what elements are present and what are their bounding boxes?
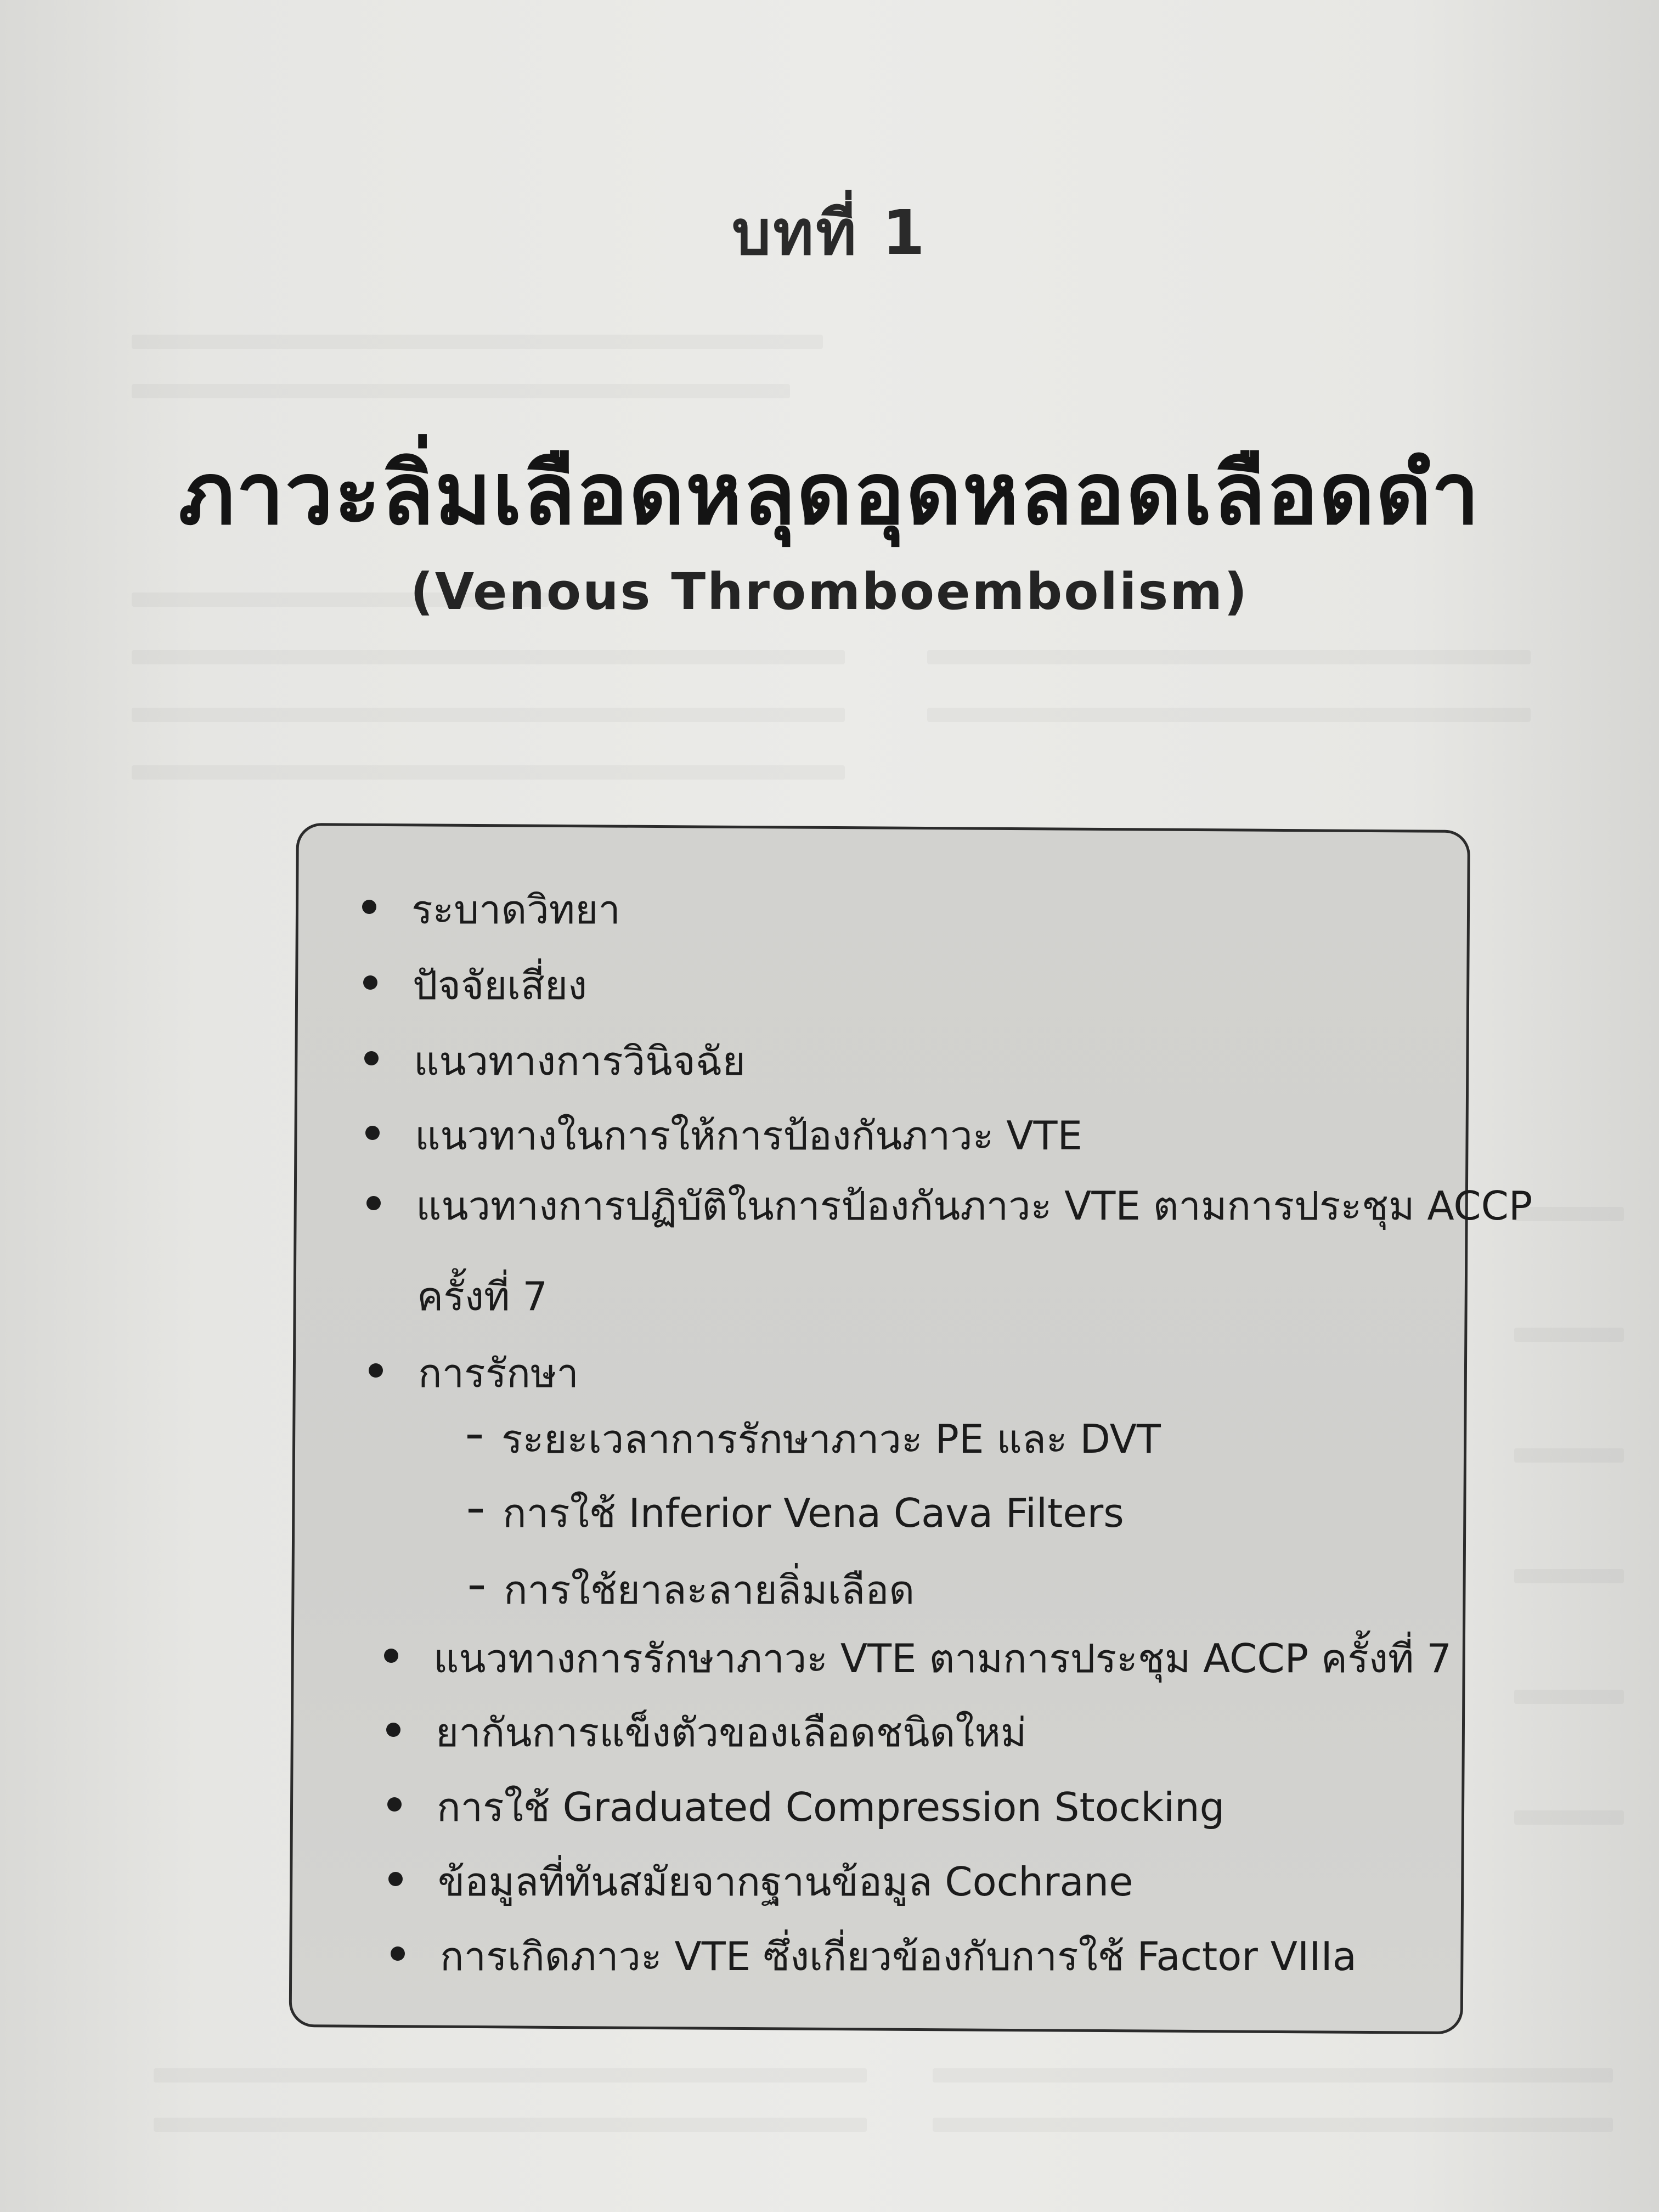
- bullet-icon: [391, 1946, 405, 1961]
- topic-label: การรักษา: [418, 1350, 579, 1396]
- show-through-line: [1514, 1328, 1624, 1342]
- show-through-line: [1514, 1569, 1624, 1583]
- bullet-icon: [365, 1126, 380, 1140]
- topic-label: แนวทางในการให้การป้องกันภาวะ VTE: [415, 1113, 1083, 1159]
- dash-icon: [470, 1585, 484, 1589]
- chapter-label: บทที่ 1: [732, 198, 927, 269]
- bullet-icon: [363, 975, 377, 990]
- bullet-icon: [364, 1051, 379, 1065]
- show-through-line: [132, 384, 790, 398]
- dash-icon: [469, 1509, 483, 1513]
- bullet-icon: [384, 1649, 398, 1663]
- show-through-line: [933, 2118, 1613, 2132]
- show-through-line: [132, 765, 845, 780]
- page-subtitle: (Venous Thromboembolism): [410, 562, 1249, 621]
- show-through-line: [927, 708, 1531, 722]
- bullet-icon: [388, 1872, 403, 1886]
- bullet-icon: [362, 900, 376, 914]
- topic-label: แนวทางการวินิจฉัย: [414, 1038, 746, 1084]
- topic-label: การใช้ Graduated Compression Stocking: [437, 1784, 1225, 1830]
- subtopic-label: ระยะเวลาการรักษาภาวะ PE และ DVT: [501, 1416, 1161, 1462]
- subtopic-label: การใช้ Inferior Vena Cava Filters: [503, 1490, 1124, 1536]
- bullet-icon: [386, 1723, 400, 1737]
- topic-label-continued: ครั้งที่ 7: [417, 1273, 548, 1319]
- show-through-line: [933, 2068, 1613, 2083]
- show-through-line: [1514, 1448, 1624, 1463]
- topic-label: แนวทางการรักษาภาวะ VTE ตามการประชุม ACCP ครั้งที่ 7: [433, 1635, 1452, 1681]
- show-through-line: [1514, 1810, 1624, 1825]
- show-through-line: [132, 650, 845, 664]
- topic-label: ปัจจัยเสี่ยง: [413, 962, 588, 1008]
- show-through-line: [132, 708, 845, 722]
- show-through-line: [154, 2118, 867, 2132]
- bullet-icon: [369, 1363, 383, 1378]
- subtopic-label: การใช้ยาละลายลิ่มเลือด: [504, 1567, 915, 1613]
- show-through-line: [154, 2068, 867, 2083]
- page-title: ภาวะลิ่มเลือดหลุดอุดหลอดเลือดดำ: [178, 444, 1481, 544]
- bullet-icon: [366, 1196, 381, 1210]
- show-through-line: [132, 335, 823, 349]
- topic-label: ระบาดวิทยา: [411, 887, 620, 933]
- show-through-line: [1514, 1690, 1624, 1704]
- topic-label: ข้อมูลที่ทันสมัยจากฐานข้อมูล Cochrane: [438, 1859, 1133, 1905]
- topic-label: แนวทางการปฏิบัติในการป้องกันภาวะ VTE ตามการประชุม ACCP: [416, 1183, 1533, 1229]
- topic-label: ยากันการแข็งตัวของเลือดชนิดใหม่: [436, 1709, 1027, 1756]
- show-through-line: [927, 650, 1531, 664]
- bullet-icon: [387, 1797, 402, 1812]
- dash-icon: [467, 1435, 482, 1438]
- topic-label: การเกิดภาวะ VTE ซึ่งเกี่ยวข้องกับการใช้ Factor VIIIa: [440, 1933, 1357, 1979]
